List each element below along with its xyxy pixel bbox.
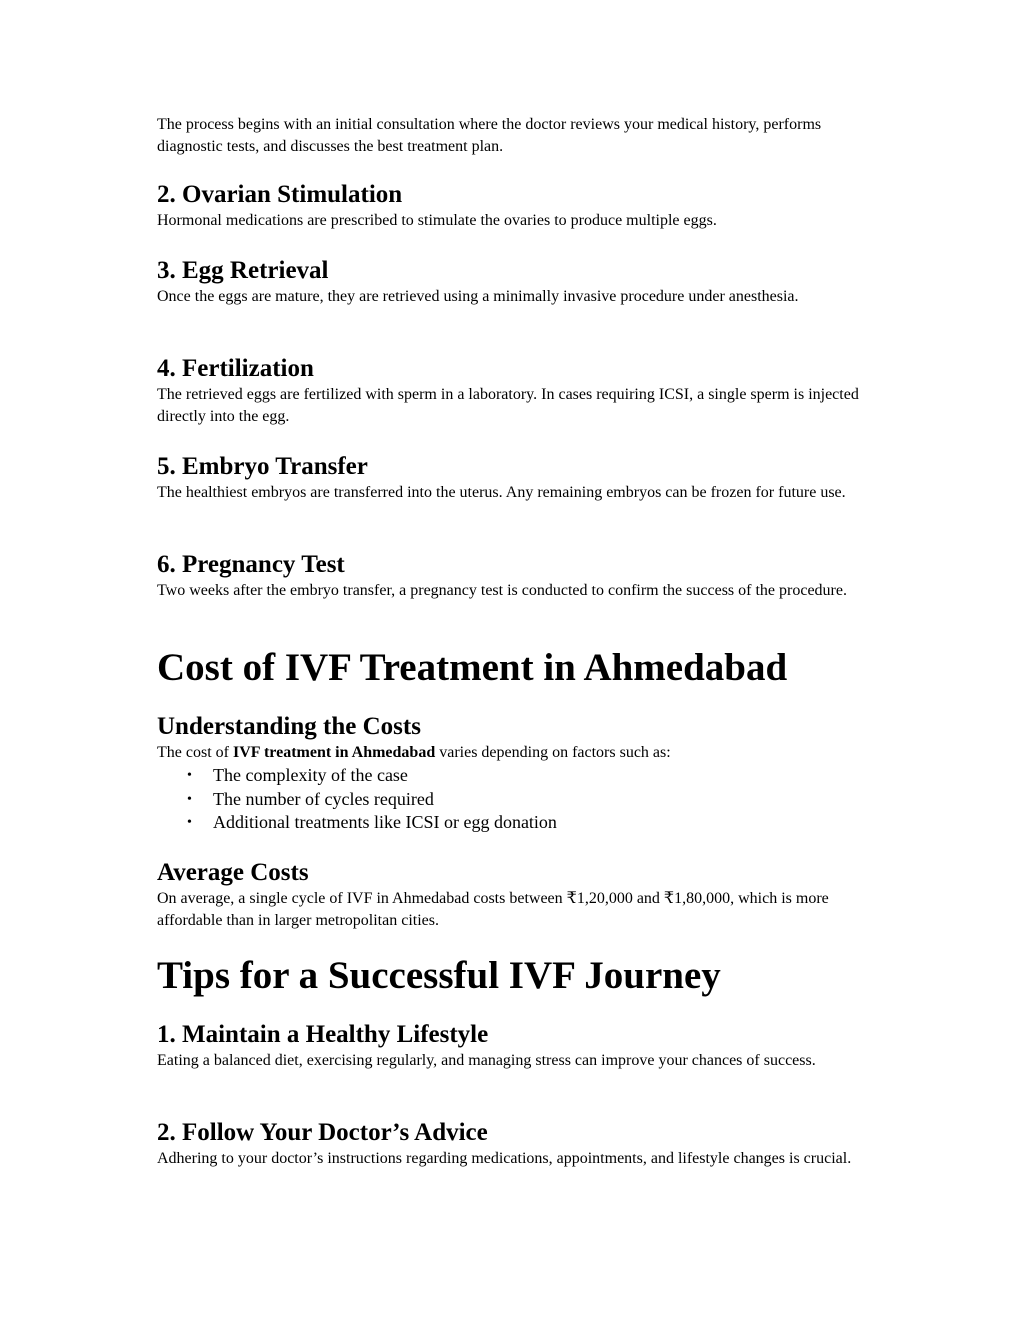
subsection-paragraph: On average, a single cycle of IVF in Ahmedabad costs between ₹1,20,000 and ₹1,80,000, which is more affordable than in larger metropolitan cities.: [157, 890, 829, 929]
step-egg-retrieval: [157, 256, 877, 308]
bullet-icon: •: [187, 815, 192, 830]
step-paragraph: Two weeks after the embryo transfer, a pregnancy test is conducted to confirm the success of the procedure.: [157, 582, 847, 599]
subsection-heading: Average Costs: [157, 859, 309, 886]
step-heading: 5. Embryo Transfer: [157, 453, 368, 480]
step-ovarian-stimulation: [157, 180, 877, 232]
list-item: [157, 788, 877, 812]
bold-text-segment: IVF treatment in Ahmedabad: [232, 744, 436, 761]
step-paragraph: Hormonal medications are prescribed to stimulate the ovaries to produce multiple eggs.: [157, 212, 717, 229]
tip-follow-doctor-advice: [157, 1118, 877, 1170]
list-item: [157, 764, 877, 788]
step-paragraph: Once the eggs are mature, they are retrieved using a minimally invasive procedure under anesthesia.: [157, 288, 799, 305]
understanding-costs-section: [157, 712, 877, 835]
list-item-text: Additional treatments like ICSI or egg donation: [213, 812, 557, 832]
subsection-paragraph: [157, 742, 877, 764]
bullet-icon: •: [187, 791, 192, 807]
step-paragraph: The retrieved eggs are fertilized with sperm in a laboratory. In cases requiring ICSI, a single sperm is injected directly into the egg.: [157, 386, 859, 425]
cost-factors-list: [157, 764, 877, 835]
section-title: Tips for a Successful IVF Journey: [157, 954, 721, 997]
step-heading: 4. Fertilization: [157, 355, 314, 382]
step-embryo-transfer: [157, 452, 877, 504]
cost-section: [157, 645, 877, 691]
tip-healthy-lifestyle: [157, 1020, 877, 1072]
section-title: Cost of IVF Treatment in Ahmedabad: [157, 646, 788, 689]
list-item: [157, 811, 877, 835]
subsection-heading: Understanding the Costs: [157, 713, 421, 740]
step-fertilization: [157, 354, 877, 428]
intro-paragraph: The process begins with an initial consultation where the doctor reviews your medical history, performs diagnostic tests, and discusses the best treatment plan.: [157, 116, 822, 155]
step-paragraph: The healthiest embryos are transferred into the uterus. Any remaining embryos can be frozen for future use.: [157, 484, 846, 501]
text-segment: The cost of: [157, 744, 233, 761]
step-pregnancy-test: [157, 550, 877, 602]
bullet-icon: •: [187, 768, 192, 783]
tips-section: [157, 953, 877, 999]
tip-heading: 2. Follow Your Doctor’s Advice: [157, 1119, 488, 1146]
step-heading: 3. Egg Retrieval: [157, 257, 329, 284]
list-item-text: The number of cycles required: [213, 788, 434, 809]
tip-paragraph: Adhering to your doctor’s instructions regarding medications, appointments, and lifestyle changes is crucial.: [157, 1150, 852, 1167]
step-heading: 2. Ovarian Stimulation: [157, 181, 403, 208]
average-costs-section: [157, 858, 877, 932]
intro-section: [157, 114, 877, 158]
step-heading: 6. Pregnancy Test: [157, 551, 345, 578]
tip-paragraph: Eating a balanced diet, exercising regularly, and managing stress can improve your chances of success.: [157, 1052, 816, 1069]
text-segment: varies depending on factors such as:: [435, 744, 671, 761]
tip-heading: 1. Maintain a Healthy Lifestyle: [157, 1021, 489, 1048]
list-item-text: The complexity of the case: [213, 765, 408, 785]
